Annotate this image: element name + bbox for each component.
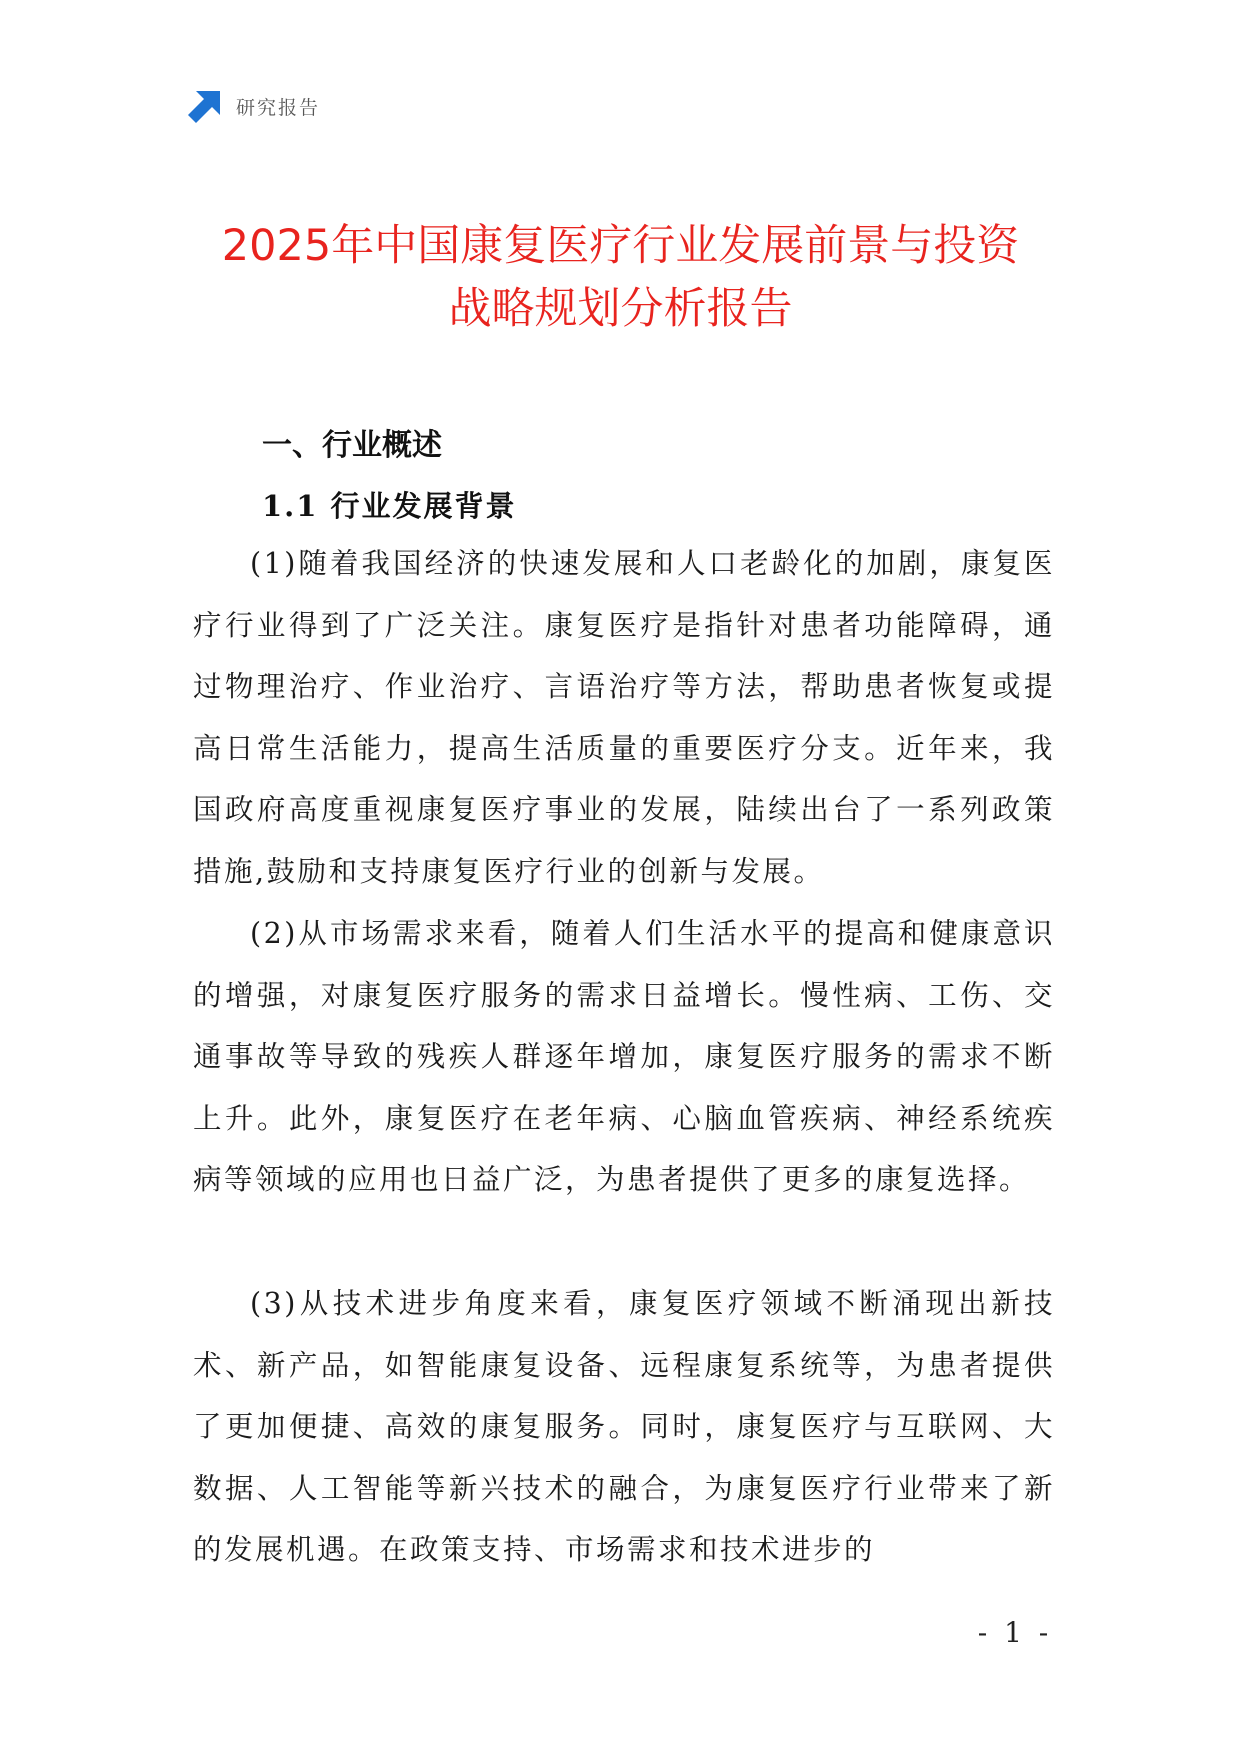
document-title [0,215,1241,341]
header-label: 研究报告 [236,96,321,119]
paragraph-1: (1)随着我国经济的快速发展和人口老龄化的加剧，康复医疗行业得到了广泛关注。康复医疗是指针对患者功能障碍，通过物理治疗、作业治疗、言语治疗等方法，帮助患者恢复或提高日常生活能力，提高生活质量的重要医疗分支。近年来，我国政府高度重视康复医疗事业的发展，陆续出台了一系列政策措施,鼓励和支持康复医疗行业的创新与发展。 [193,547,1055,888]
arrow-up-right-icon [188,89,222,123]
section-heading: 一、行业概述 [262,428,442,463]
page-header [188,88,320,124]
page-number: - 1 - [977,1616,1053,1649]
paragraph-2: (2)从市场需求来看，随着人们生活水平的提高和健康意识的增强，对康复医疗服务的需求日益增长。慢性病、工伤、交通事故等导致的残疾人群逐年增加，康复医疗服务的需求不断上升。此外，康复医疗在老年病、心脑血管疾病、神经系统疾病等领域的应用也日益广泛，为患者提供了更多的康复选择。 [193,917,1055,1196]
title-line-1: 2025年中国康复医疗行业发展前景与投资 [221,221,1020,271]
paragraph-3: (3)从技术进步角度来看，康复医疗领域不断涌现出新技术、新产品，如智能康复设备、远程康复系统等，为患者提供了更加便捷、高效的康复服务。同时，康复医疗与互联网、大数据、人工智能等新兴技术的融合，为康复医疗行业带来了新的发展机遇。在政策支持、市场需求和技术进步的 [193,1287,1055,1566]
subsection-heading: 1.1 行业发展背景 [262,489,517,523]
title-line-2: 战略规划分析报告 [448,284,793,334]
